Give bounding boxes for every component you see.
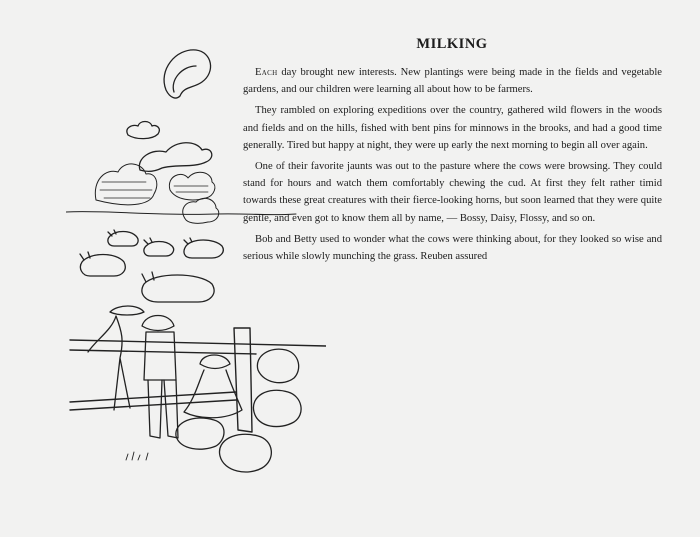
cow-icon bbox=[184, 238, 223, 258]
paragraph-text: day brought new interests. New plantings were being made in the fields and vegetable gardens, and our children were learning all about how to be farmers. bbox=[243, 67, 662, 96]
lead-word: Each bbox=[255, 67, 278, 78]
girl-sitting-icon bbox=[184, 355, 242, 418]
cloud-icon bbox=[164, 50, 211, 98]
cow-icon bbox=[80, 252, 125, 276]
rocks-icon bbox=[176, 349, 301, 472]
page-title: MILKING bbox=[416, 36, 488, 52]
paragraph bbox=[243, 64, 662, 98]
boy-standing-icon bbox=[142, 316, 178, 439]
body-text bbox=[243, 64, 662, 269]
paragraph: They rambled on exploring expeditions over the country, gathered wild flowers in the woods and fields and on the hills, fished with bent pins for minnows in the brooks, and had a good time generally. Tired but happy at night, they were up early the next morning to begin all over again. bbox=[243, 105, 662, 151]
grass-icon bbox=[126, 452, 148, 460]
cow-icon bbox=[144, 238, 174, 256]
boy-leaning-icon bbox=[88, 306, 144, 410]
cloud-icon bbox=[127, 122, 212, 172]
paragraph: Bob and Betty used to wonder what the cows were thinking about, for they looked so wise and serious while slowly munching the grass. Reuben assured bbox=[243, 233, 662, 263]
paragraph: One of their favorite jaunts was out to the pasture where the cows were browsing. They could stand for hours and watch them comfortably chewing the cud. At first they felt rather timid towards these great creatures with their fierce-looking horns, but soon learned that they were quite gentle, and even got to know them all by name, — Bossy, Daisy, Flossy, and so on. bbox=[243, 161, 662, 224]
cow-icon bbox=[142, 272, 214, 302]
cow-icon bbox=[108, 230, 138, 246]
